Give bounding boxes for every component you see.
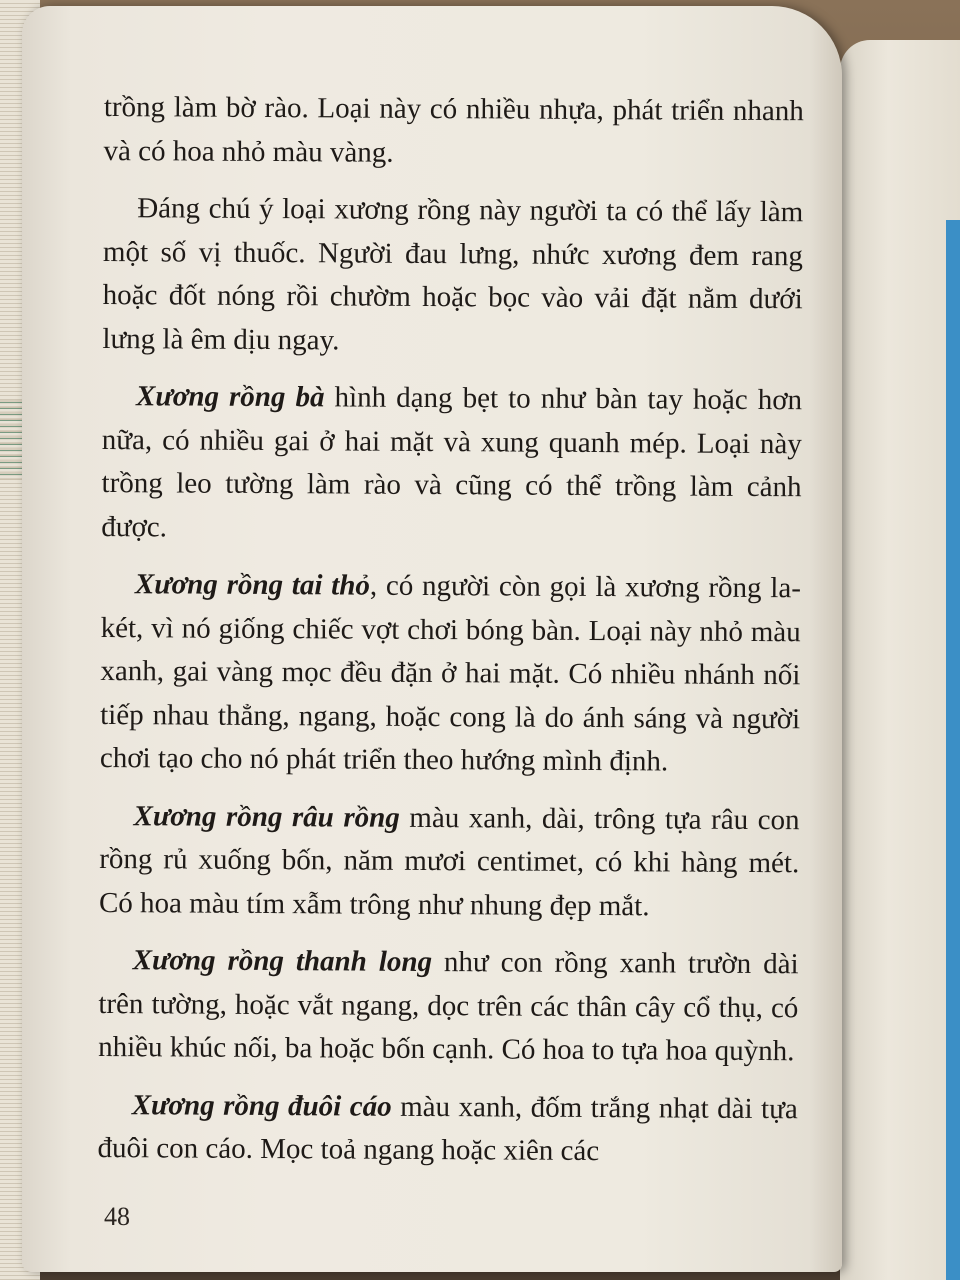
paragraph-medicinal-use [102, 187, 803, 365]
book-page [22, 6, 842, 1272]
paragraph-xuong-rong-tai-tho [100, 563, 801, 785]
paragraph-body: , có người còn gọi là xương rồng la-két, vì nó giống chiếc vợt chơi bóng bàn. Loại này nhỏ màu xanh, gai vàng mọc đều đặn ở hai mặt. Có nhiều nhánh nối tiếp nhau thẳng, ngang, hoặc cong là do ánh sáng và người chơi tạo cho nó phát triển theo hướng mình định. [99, 569, 802, 778]
facing-page-blue-edge [946, 220, 960, 1280]
paragraph-body: Đáng chú ý loại xương rồng này người ta có thể lấy làm một số vị thuốc. Người đau lưng, nhức xương đem rang hoặc đốt nóng rồi chườm hoặc bọc vào vải đặt nằm dưới lưng là êm dịu ngay. [102, 192, 804, 356]
page-number: 48 [104, 1202, 130, 1231]
paragraph-body: màu xanh, đốm trắng nhạt dài tựa đuôi con cáo. Mọc toả ngang hoặc xiên các [97, 1090, 798, 1168]
paragraph-term: Xương rồng đuôi cáo [131, 1088, 392, 1123]
paragraph-body: hình dạng bẹt to như bàn tay hoặc hơn nữa, có nhiều gai ở hai mặt và xung quanh mép. Loại này trồng leo tường làm rào và cũng có thể trồng làm cảnh được. [101, 381, 803, 543]
paragraph-xuong-rong-duoi-cao [97, 1083, 798, 1174]
paragraph-xuong-rong-rau-rong [99, 794, 800, 929]
paragraph-xuong-rong-thanh-long [98, 939, 799, 1074]
paragraph-term: Xương rồng thanh long [132, 944, 433, 979]
paragraph-continuation [103, 86, 804, 177]
paragraph-body: trồng làm bờ rào. Loại này có nhiều nhựa, phát triển nhanh và có hoa nhỏ màu vàng. [103, 90, 804, 169]
paragraph-term: Xương rồng râu rồng [133, 799, 400, 834]
page-text [97, 86, 804, 1189]
paragraph-body: như con rồng xanh trườn dài trên tường, hoặc vắt ngang, dọc trên các thân cây cổ thụ, có nhiều khúc nối, ba hoặc bốn cạnh. Có hoa to tựa hoa quỳnh. [98, 946, 799, 1068]
paragraph-term: Xương rồng bà [136, 380, 325, 414]
paragraph-xuong-rong-ba [101, 375, 802, 553]
paragraph-body: màu xanh, dài, trông tựa râu con rồng rủ xuống bốn, năm mươi centimet, có khi hàng mét. Có hoa màu tím xẫm trông như nhung đẹp mắt. [98, 801, 800, 922]
facing-page [840, 40, 960, 1280]
paragraph-term: Xương rồng tai thỏ [134, 568, 370, 602]
